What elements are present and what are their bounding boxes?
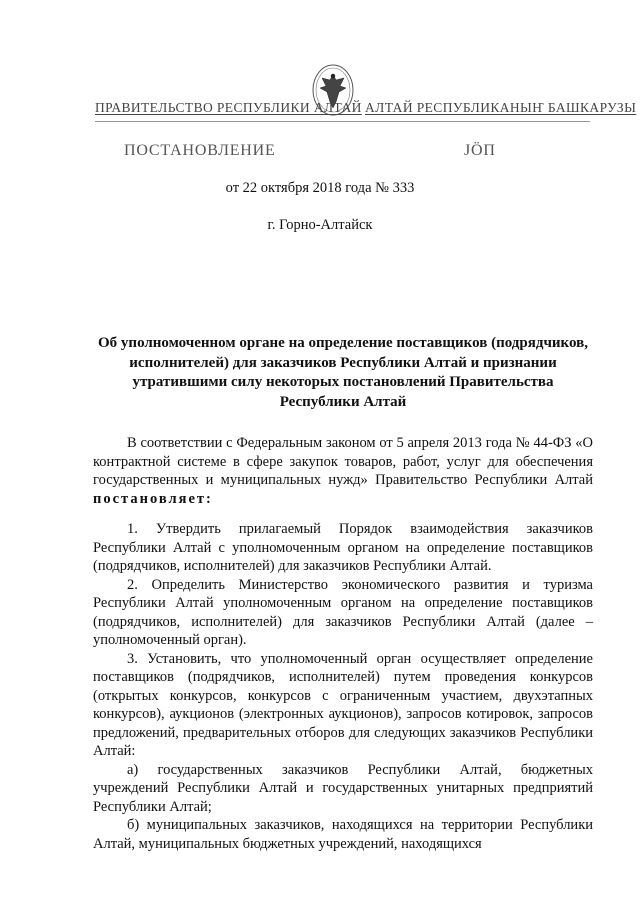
document-city: г. Горно-Алтайск [267,217,373,233]
document-body [93,434,593,853]
subparagraph-a: а) государственных заказчиков Республики Алтай, бюджетных учреждений Республики Алтай и государственных унитарных предприятий Республики Алтай; [93,761,593,815]
doctype-altai: JÖП [464,142,496,159]
header-divider [95,121,590,122]
document-title: Об уполномоченном органе на определение поставщиков (подрядчиков, исполнителей) для заказчиков Республики Алтай и признании утратившими силу некоторых постановлений Правительства Республики Алтай [98,335,588,410]
org-name-russian: ПРАВИТЕЛЬСТВО РЕСПУБЛИКИ АЛТАЙ [95,100,362,115]
paragraph-3: 3. Установить, что уполномоченный орган осуществляет определение поставщиков (подрядчиков, исполнителей) путем проведения конкурсов (открытых конкурсов, конкурсов с ограниченным участием, двухэтапных конкурсов), аукционов (электронных аукционов), запросов котировок, запросов предложений, предварительных отборов для следующих заказчиков Республики Алтай: [93,650,593,759]
doctype-russian: ПОСТАНОВЛЕНИЕ [124,142,276,159]
decree-word: постановляет: [93,490,213,507]
paragraph-1: 1. Утвердить прилагаемый Порядок взаимодействия заказчиков Республики Алтай с уполномоченным органом на определение поставщиков (подрядчиков, исполнителей) для заказчиков Республики Алтай. [93,521,593,574]
paragraph-2: 2. Определить Министерство экономического развития и туризма Республики Алтай уполномоченным органом на определение поставщиков (подрядчиков, исполнителей) для заказчиков Республики Алтай (далее – уполномоченный орган). [93,576,593,648]
preamble-text: В соответствии с Федеральным законом от 5 апреля 2013 года № 44-ФЗ «О контрактной системе в сфере закупок товаров, работ, услуг для обеспечения государственных и муниципальных нужд» Правительство Республики Алтай [93,435,593,488]
preamble-paragraph [93,434,593,508]
org-name-altai: АЛТАЙ РЕСПУБЛИКАНЫҤ БАШКАРУЗЫ [365,100,637,115]
subparagraph-b: б) муниципальных заказчиков, находящихся на территории Республики Алтай, муниципальных бюджетных учреждений, находящихся [93,817,593,852]
document-date-number: от 22 октября 2018 года № 333 [225,180,415,196]
